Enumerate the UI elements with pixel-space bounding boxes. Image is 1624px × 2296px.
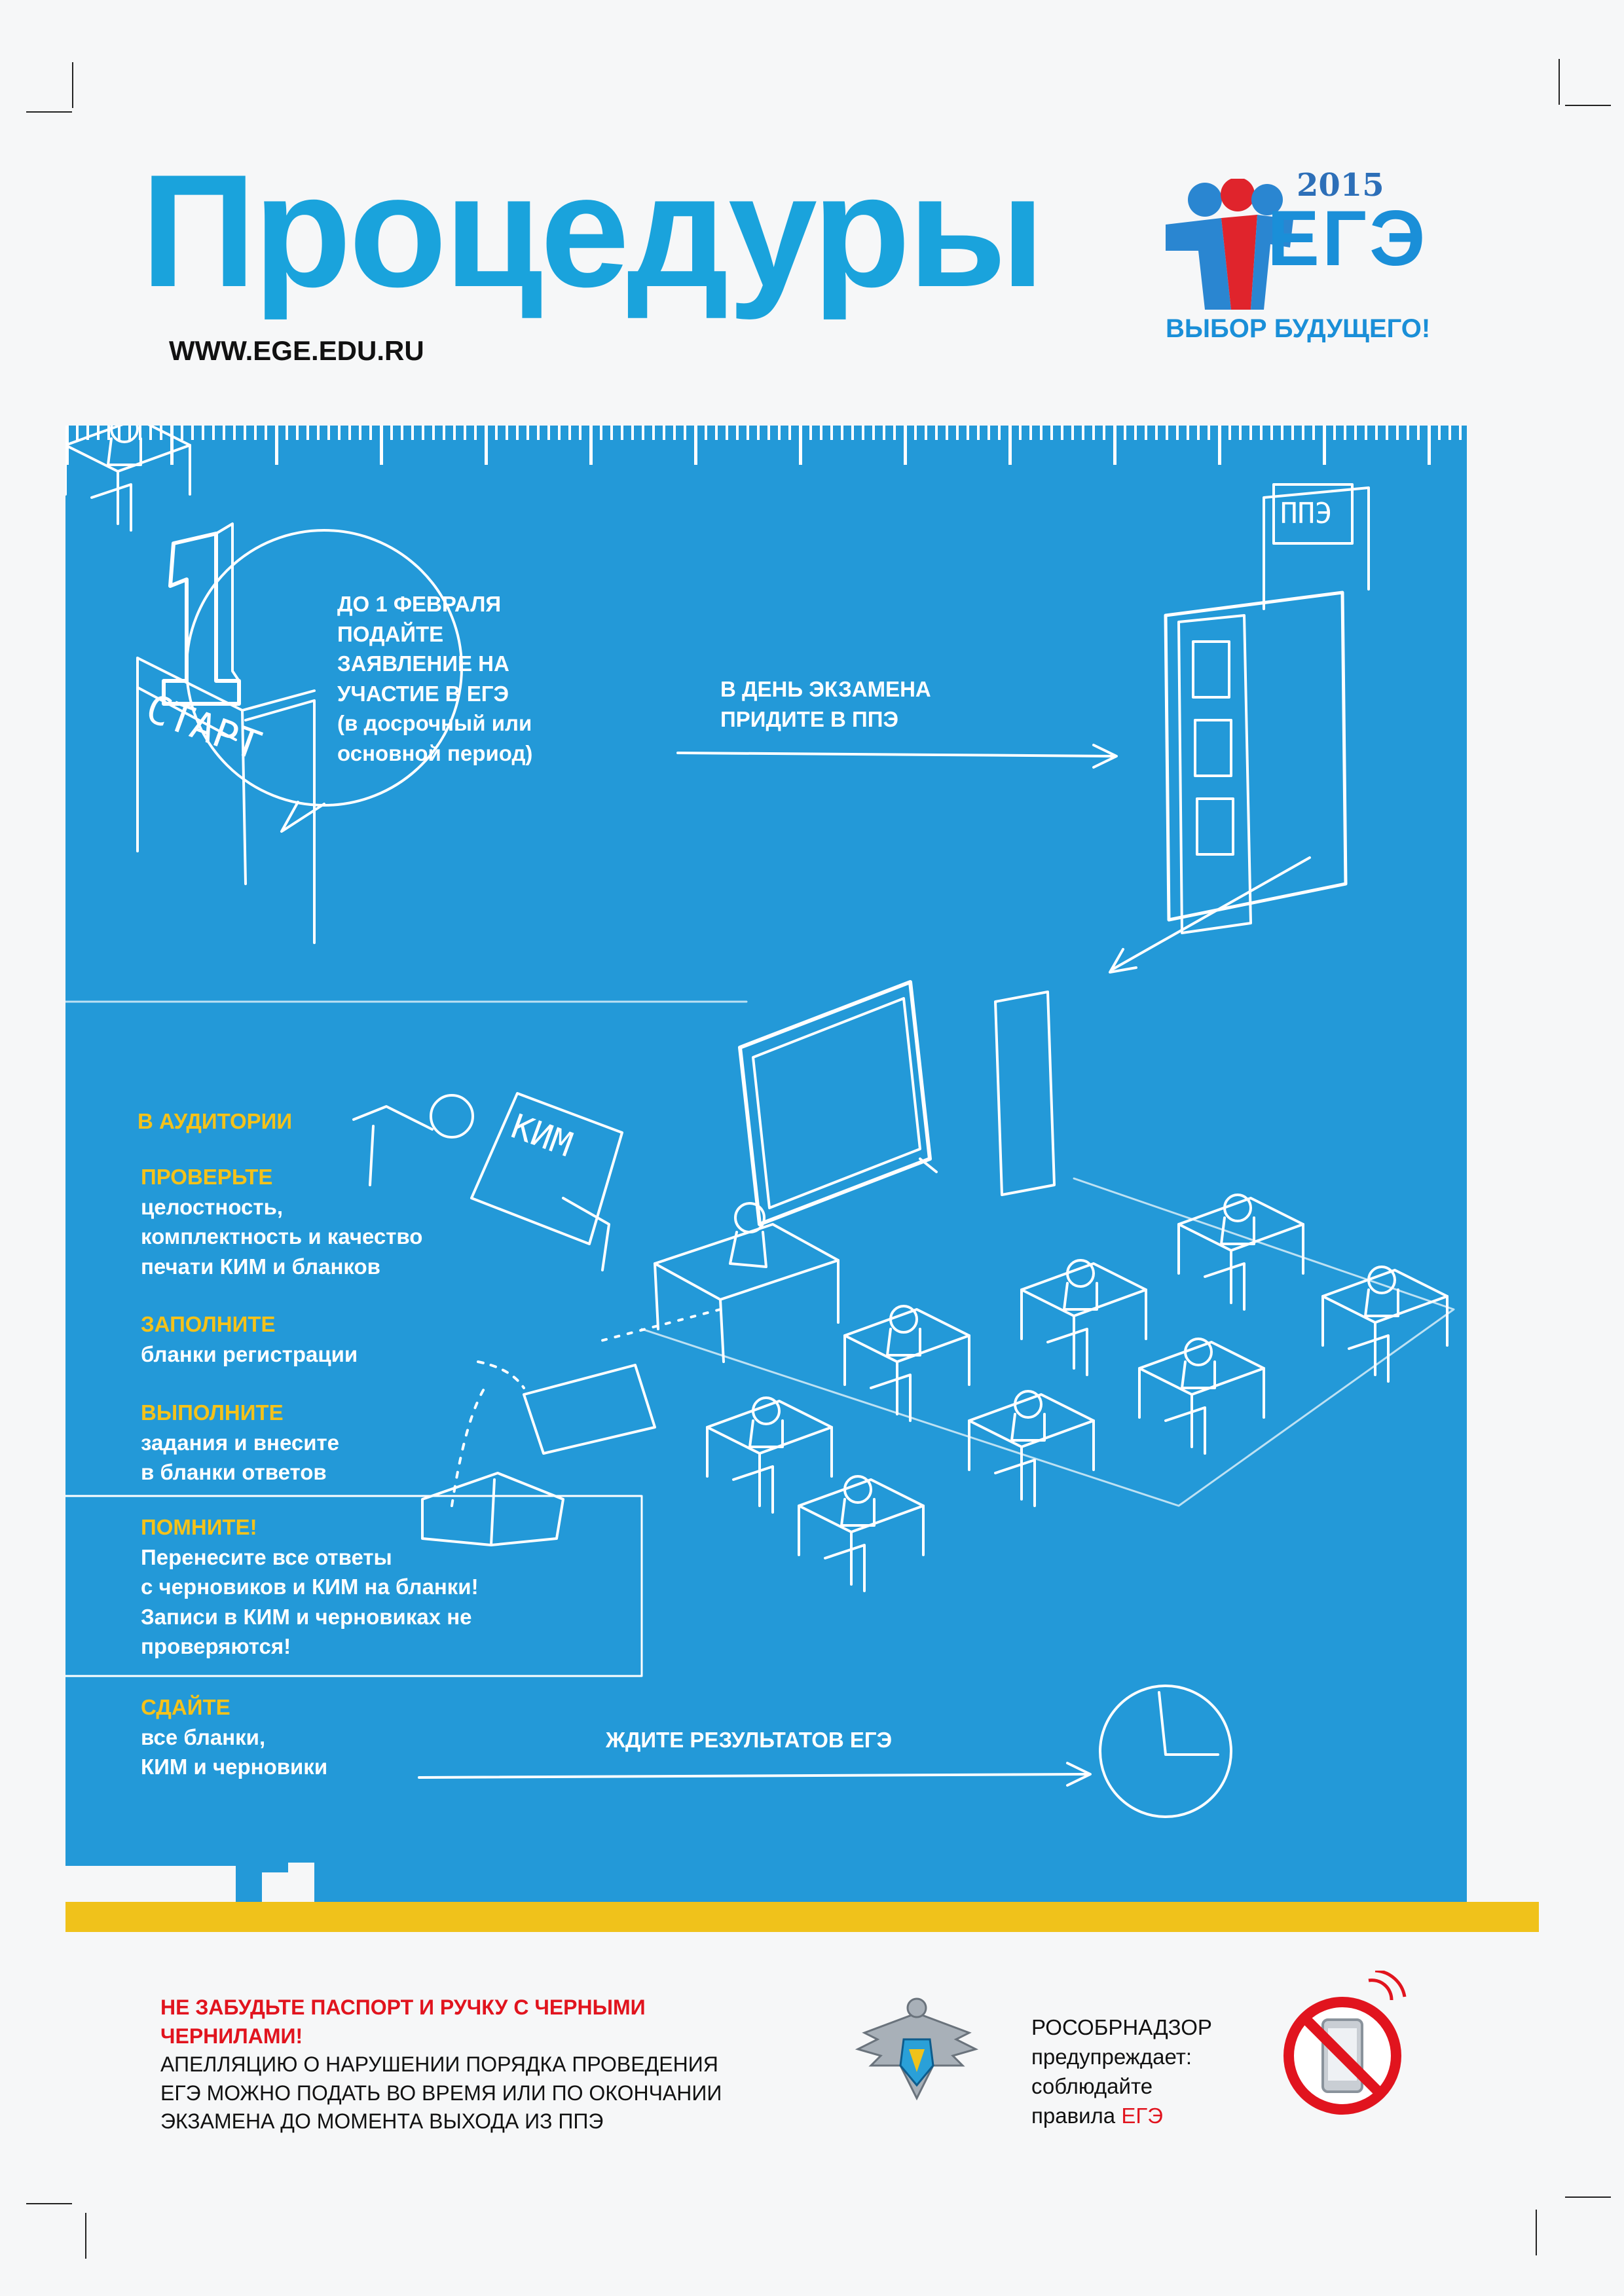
kim-sheet-label: КИМ [506,1106,578,1165]
agency-name: РОСОБРНАДЗОР [1031,2015,1212,2039]
wait-results-step: ЖДИТЕ РЕЗУЛЬТАТОВ ЕГЭ [606,1728,893,1752]
do-step: ВЫПОЛНИТЕ задания и внесите в бланки ответов [141,1400,340,1485]
footer-notice [160,1994,841,2136]
exam-day-step: В ДЕНЬ ЭКЗАМЕНА ПРИДИТЕ В ППЭ [720,677,931,731]
appeal-line: АПЕЛЛЯЦИЮ О НАРУШЕНИИ ПОРЯДКА ПРОВЕДЕНИЯ [160,2052,718,2077]
start-sign-label: СТАРТ [139,685,267,769]
crop-mark [26,111,72,113]
in-room-heading: В АУДИТОРИИ [138,1109,293,1133]
no-phone-icon [1270,1971,1421,2121]
logo-year: 2015 [1297,167,1384,204]
rules-line: правила ЕГЭ [1031,2103,1163,2128]
submit-step: СДАЙТЕ все бланки, КИМ и черновики [141,1695,328,1779]
website-url[interactable]: WWW.EGE.EDU.RU [169,335,424,366]
appeal-line: ЕГЭ МОЖНО ПОДАТЬ ВО ВРЕМЯ ИЛИ ПО ОКОНЧАНИИ [160,2081,722,2105]
crop-mark [1565,105,1611,106]
door-sign-label: ППЭ [1280,497,1333,530]
passport-warning-cont: ЧЕРНИЛАМИ! [160,2024,303,2048]
yellow-divider [65,1902,1539,1932]
register-step: ДО 1 ФЕВРАЛЯ ПОДАЙТЕ ЗАЯВЛЕНИЕ НА УЧАСТИЕ В ЕГЭ (в досрочный или основной период) [337,592,533,765]
logo-name: ЕГЭ [1267,194,1428,282]
check-step: ПРОВЕРЬТЕ целостность, комплектность и качество печати КИМ и бланков [141,1165,423,1279]
crop-mark [1536,2210,1537,2255]
remember-step: ПОМНИТЕ! Перенесите все ответы с черновиков и КИМ на бланки! Записи в КИМ и черновиках не проверяются! [141,1515,479,1659]
crop-mark [85,2213,86,2259]
ruler-major-ticks [65,426,1467,465]
crop-mark [26,2203,72,2204]
logo-tagline: ВЫБОР БУДУЩЕГО! [1166,314,1431,343]
ege-logo [1159,167,1473,363]
page-title: Процедуры [141,141,1043,320]
agency-warning: РОСОБРНАДЗОР предупреждает: соблюдайте правила ЕГЭ [1031,2013,1267,2131]
procedure-panel [65,426,1467,1905]
crop-mark [72,62,73,108]
fill-step: ЗАПОЛНИТЕ бланки регистрации [141,1312,358,1366]
appeal-line: ЭКЗАМЕНА ДО МОМЕНТА ВЫХОДА ИЗ ППЭ [160,2109,604,2134]
crop-mark [1565,2196,1611,2198]
rosobrnadzor-emblem-icon [851,1994,982,2111]
passport-warning: НЕ ЗАБУДЬТЕ ПАСПОРТ И РУЧКУ С ЧЕРНЫМИ [160,1995,646,2019]
crop-mark [1559,59,1560,105]
step-number-label [180,524,184,533]
